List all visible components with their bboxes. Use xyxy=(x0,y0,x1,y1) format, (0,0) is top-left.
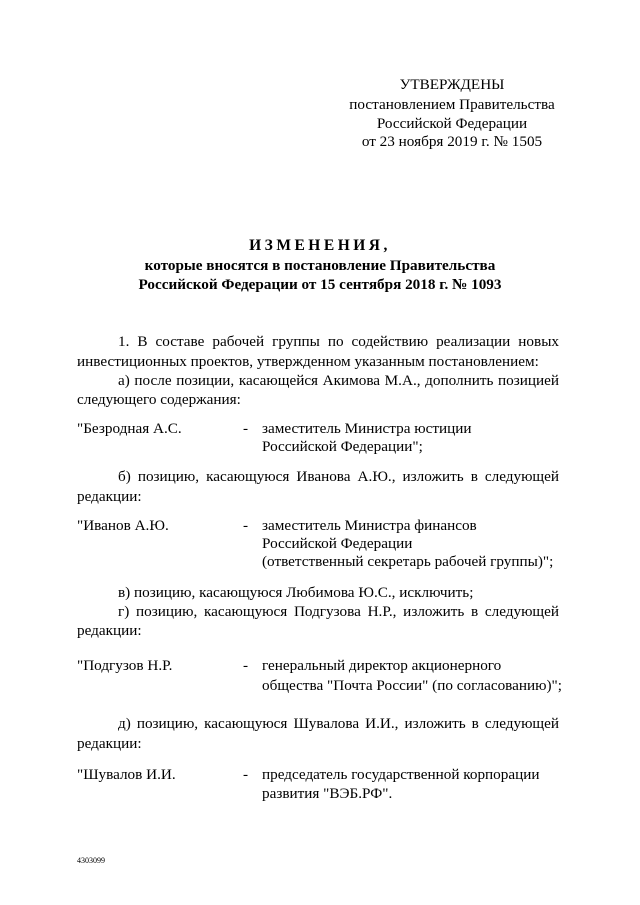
entry-position-line: Российской Федерации xyxy=(262,535,413,552)
paragraph-v: в) позицию, касающуюся Любимова Ю.С., исключить; xyxy=(118,584,474,601)
title-line: которые вносятся в постановление Правительства xyxy=(144,257,496,274)
paragraph-1-line: 1. В составе рабочей группы по содействию реализации новых xyxy=(118,333,559,350)
entry-position-line: развития "ВЭБ.РФ". xyxy=(262,785,393,802)
entry-name: "Подгузов Н.Р. xyxy=(77,657,173,674)
title-line: Российской Федерации от 15 сентября 2018 г. № 1093 xyxy=(138,276,502,293)
entry-position-line: заместитель Министра финансов xyxy=(262,517,477,534)
entry-position-line: (ответственный секретарь рабочей группы)"; xyxy=(262,553,554,570)
paragraph-d-line: д) позицию, касающуюся Шувалова И.И., изложить в следующей xyxy=(118,715,559,732)
entry-dash: - xyxy=(243,766,249,783)
paragraph-d-line: редакции: xyxy=(77,735,142,752)
entry-position-line: заместитель Министра юстиции xyxy=(262,420,472,437)
approval-date: от 23 ноября 2019 г. № 1505 xyxy=(361,133,543,150)
entry-position-line: общества "Почта России" (по согласованию)"; xyxy=(262,677,562,694)
paragraph-b-line: редакции: xyxy=(77,488,142,505)
approval-heading: УТВЕРЖДЕНЫ xyxy=(399,76,505,93)
approval-line: постановлением Правительства xyxy=(349,96,555,113)
approval-line: Российской Федерации xyxy=(376,115,528,132)
entry-dash: - xyxy=(243,420,249,437)
document-id: 4303099 xyxy=(77,856,105,865)
title-heading: ИЗМЕНЕНИЯ, xyxy=(249,237,391,254)
entry-dash: - xyxy=(243,657,249,674)
paragraph-1-line: инвестиционных проектов, утвержденном указанным постановлением: xyxy=(77,353,539,370)
paragraph-g-line: г) позицию, касающуюся Подгузова Н.Р., изложить в следующей xyxy=(118,603,559,620)
paragraph-g-line: редакции: xyxy=(77,622,142,639)
entry-position-line: председатель государственной корпорации xyxy=(262,766,540,783)
entry-name: "Шувалов И.И. xyxy=(77,766,176,783)
entry-position-line: Российской Федерации"; xyxy=(262,438,423,455)
paragraph-a-line: а) после позиции, касающейся Акимова М.А., дополнить позицией xyxy=(118,372,559,389)
entry-position-line: генеральный директор акционерного xyxy=(262,657,502,674)
entry-name: "Безродная А.С. xyxy=(77,420,182,437)
paragraph-b-line: б) позицию, касающуюся Иванова А.Ю., изложить в следующей xyxy=(118,468,559,485)
entry-name: "Иванов А.Ю. xyxy=(77,517,169,534)
entry-dash: - xyxy=(243,517,249,534)
paragraph-a-line: следующего содержания: xyxy=(77,391,241,408)
